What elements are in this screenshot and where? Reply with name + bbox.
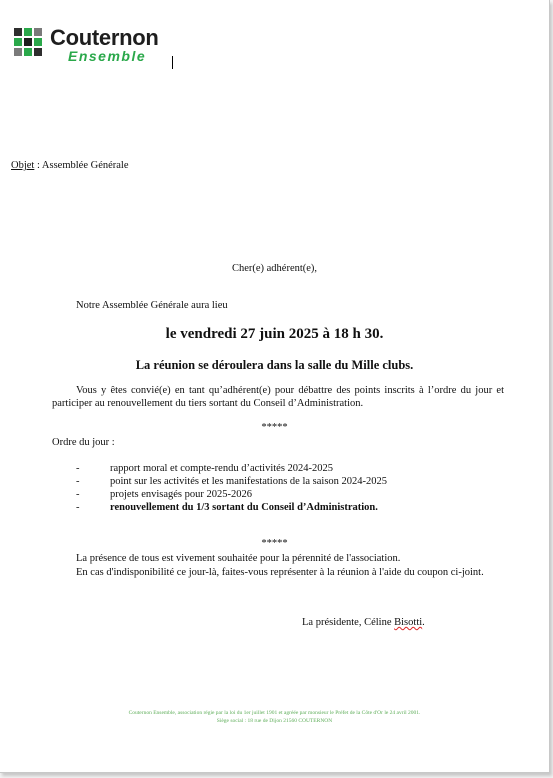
logo-square: [14, 38, 22, 46]
signature-name: Bisotti: [394, 617, 423, 628]
logo-title: Couternon: [50, 25, 159, 50]
logo-subtitle: Ensemble: [68, 48, 147, 64]
logo-mark: [14, 28, 42, 56]
objet-line: [11, 159, 129, 172]
agenda-item-text: renouvellement du 1/3 sortant du Conseil d’Administration.: [110, 502, 378, 513]
list-dash: -: [76, 476, 80, 487]
list-dash: -: [76, 489, 80, 500]
meeting-date: le vendredi 27 juin 2025 à 18 h 30.: [165, 326, 384, 342]
meeting-location: La réunion se déroulera dans la salle du Mille clubs.: [135, 358, 414, 372]
agenda-item-text: point sur les activités et les manifestations de la saison 2024-2025: [110, 476, 388, 487]
footer-line-2: Siège social : 18 rue de Dijon 21560 COUTERNON: [216, 718, 333, 724]
logo-square: [34, 28, 42, 36]
logo-square: [14, 48, 22, 56]
logo-square: [14, 28, 22, 36]
intro-text: Notre Assemblée Générale aura lieu: [76, 300, 228, 311]
separator-stars: *****: [261, 538, 288, 549]
signature-prefix: La présidente, Céline: [302, 617, 395, 628]
logo-square: [24, 48, 32, 56]
agenda-title: Ordre du jour :: [52, 437, 115, 448]
agenda-item-text: projets envisagés pour 2025-2026: [110, 489, 253, 500]
footer-line-1: Couternon Ensemble, association régie par la loi du 1er juillet 1901 et agréée par monsieur le Préfet de la Côte d'Or le 24 avril 2001.: [128, 710, 421, 716]
presence-text: La présence de tous est vivement souhaitée pour la pérennité de l'association.: [76, 553, 401, 564]
logo-square: [24, 28, 32, 36]
separator-stars: *****: [261, 422, 288, 433]
objet-value: Assemblée Générale: [41, 160, 129, 171]
logo-square: [34, 48, 42, 56]
signature-suffix: .: [422, 617, 425, 628]
objet-label: Objet: [11, 160, 35, 171]
absence-text: En cas d'indisponibilité ce jour-là, faites-vous représenter à la réunion à l'aide du coupon ci-joint.: [76, 567, 484, 578]
logo-square: [24, 38, 32, 46]
text-cursor: [172, 56, 173, 69]
invitation-paragraph: Vous y êtes convié(e) en tant qu’adhérent(e) pour débattre des points inscrits à l’ordre du jour et participer au renouvellement du tiers sortant du Conseil d’Administration.: [52, 385, 504, 409]
list-dash: -: [76, 502, 80, 513]
objet-separator: :: [34, 160, 42, 171]
salutation: Cher(e) adhérent(e),: [231, 263, 318, 274]
list-dash: -: [76, 463, 80, 474]
footer: [0, 709, 549, 725]
logo-square: [34, 38, 42, 46]
signature: [302, 616, 425, 629]
agenda-item-text: rapport moral et compte-rendu d’activités 2024-2025: [110, 463, 334, 474]
